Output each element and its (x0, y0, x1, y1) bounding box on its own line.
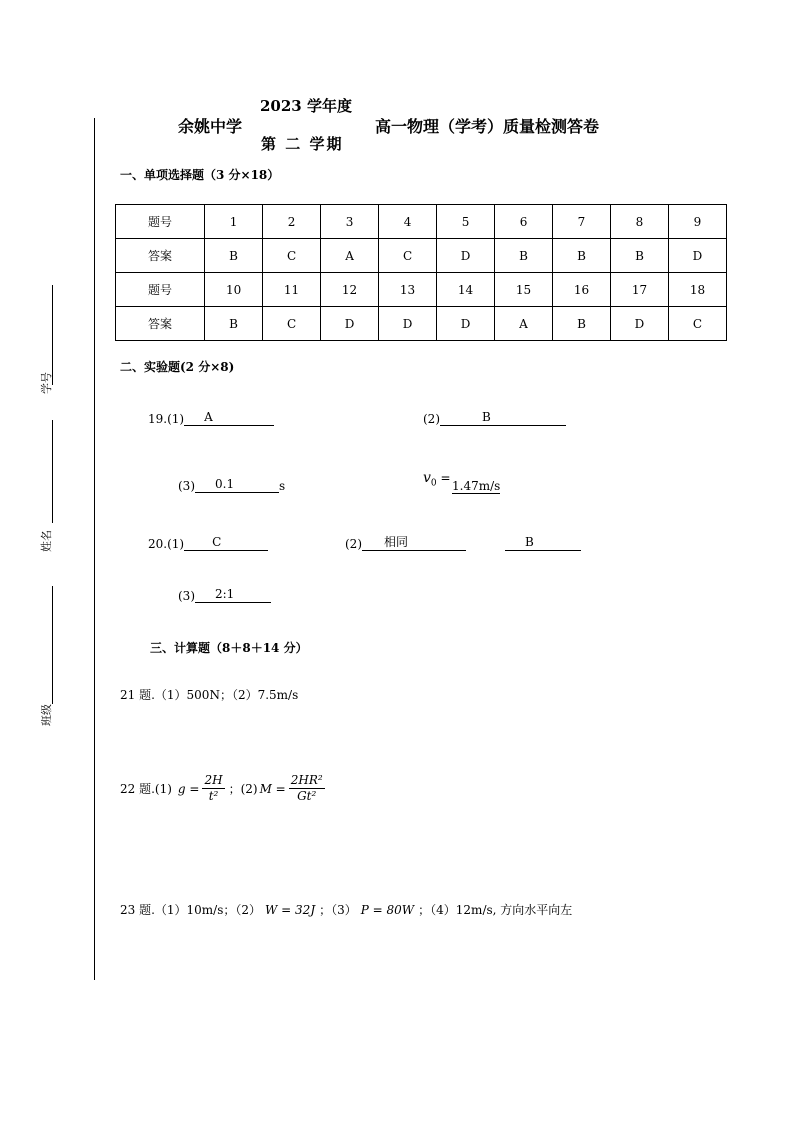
q20-2b-answer-line (505, 535, 581, 551)
exam-term: 第 二 学期 (261, 135, 344, 153)
school-name: 余姚中学 (178, 117, 243, 136)
section2-heading: 二、实验题(2 分×8) (120, 360, 235, 374)
q20-2-answer-line (362, 535, 466, 551)
q23-part2: ；（3） (319, 903, 357, 917)
q20-1-label: 20.(1) (148, 537, 185, 551)
student-id-label: 学号 (40, 372, 53, 394)
name-line (52, 420, 53, 523)
q19-2 (423, 410, 566, 426)
q23-answer (120, 901, 572, 918)
q20-2-label: (2) (345, 537, 362, 551)
q19-2-answer-line (440, 410, 566, 426)
q19-v0-answer: 1.47m/s (452, 479, 501, 493)
q22-m-eq: M = (259, 781, 286, 796)
q23-part1: 23 题.（1）10m/s；（2） (120, 903, 262, 917)
q20-1-answer-line (184, 535, 268, 551)
q22-answer (120, 773, 325, 804)
mcq-row-label: 题号 (116, 273, 205, 307)
mcq-row (116, 205, 727, 239)
mcq-cell: D (437, 239, 495, 273)
mcq-cell: 11 (263, 273, 321, 307)
q20-3-answer-line (195, 587, 271, 603)
mcq-cell: B (495, 239, 553, 273)
section1-heading: 一、单项选择题（3 分×18） (120, 168, 280, 182)
q19-1 (148, 410, 274, 426)
mcq-cell: 13 (379, 273, 437, 307)
mcq-cell: D (437, 307, 495, 341)
class-line (52, 586, 53, 704)
q20-1-answer: C (212, 535, 222, 549)
mcq-cell: B (553, 239, 611, 273)
mcq-cell: 5 (437, 205, 495, 239)
q22-prefix: 22 题.(1) (120, 782, 172, 796)
binding-line (94, 118, 95, 980)
mcq-cell: A (321, 239, 379, 273)
q20-3 (178, 587, 271, 603)
mcq-cell: 6 (495, 205, 553, 239)
q23-work: W = 32J (265, 903, 316, 917)
v0-equals: = (436, 471, 451, 485)
mcq-cell: D (610, 307, 668, 341)
mcq-cell: D (321, 307, 379, 341)
q19-3-answer: 0.1 (215, 477, 235, 491)
q20-3-label: (3) (178, 589, 195, 603)
mcq-cell: 2 (263, 205, 321, 239)
mcq-cell: B (205, 239, 263, 273)
q19-3-unit: s (279, 479, 286, 493)
class-label: 班级 (40, 704, 53, 726)
q19-1-label: 19.(1) (148, 412, 185, 426)
q21-answer: 21 题.（1）500N；（2）7.5m/s (120, 688, 299, 702)
mcq-cell: 1 (205, 205, 263, 239)
mcq-row (116, 307, 727, 341)
mcq-cell: C (668, 307, 726, 341)
mcq-cell: 7 (553, 205, 611, 239)
q19-2-label: (2) (423, 412, 440, 426)
exam-title: 高一物理（学考）质量检测答卷 (375, 117, 600, 136)
q19-1-answer-line (184, 410, 274, 426)
mcq-cell: C (263, 307, 321, 341)
mcq-row (116, 273, 727, 307)
mcq-cell: B (205, 307, 263, 341)
mcq-row-label: 答案 (116, 239, 205, 273)
mcq-cell: 3 (321, 205, 379, 239)
q19-1-answer: A (204, 410, 213, 424)
mcq-cell: D (668, 239, 726, 273)
q23-part3: ；（4）12m/s, 方向水平向左 (418, 903, 573, 917)
v0-symbol: v (423, 470, 431, 486)
v0-subscript: 0 (430, 478, 437, 489)
q22-m-fraction (289, 773, 325, 804)
mcq-cell: 16 (553, 273, 611, 307)
mcq-cell: 4 (379, 205, 437, 239)
mcq-cell: 10 (205, 273, 263, 307)
q22-mid: ；(2) (228, 782, 258, 796)
mcq-cell: B (553, 307, 611, 341)
mcq-cell: 18 (668, 273, 726, 307)
mcq-cell: 9 (668, 205, 726, 239)
name-label: 姓名 (40, 530, 53, 552)
q20-1 (148, 535, 268, 551)
mcq-row-label: 答案 (116, 307, 205, 341)
q20-2b (505, 535, 581, 551)
q19-3-answer-line (195, 477, 279, 493)
student-id-line (52, 285, 53, 385)
q23-power: P = 80W (360, 903, 415, 917)
q22-g-numerator: 2H (204, 773, 223, 787)
mcq-cell: 12 (321, 273, 379, 307)
q20-3-answer: 2:1 (215, 587, 235, 601)
q20-2 (345, 535, 466, 551)
q19-v0 (423, 470, 451, 488)
q20-2b-answer: B (525, 535, 534, 549)
q22-g-fraction (202, 773, 224, 804)
q19-3-label: (3) (178, 479, 195, 493)
q20-2-answer: 相同 (384, 535, 409, 549)
mcq-answer-table (115, 204, 727, 341)
mcq-row (116, 239, 727, 273)
q22-m-numerator: 2HR² (290, 773, 323, 787)
q19-3 (178, 477, 285, 493)
mcq-cell: 15 (495, 273, 553, 307)
mcq-cell: A (495, 307, 553, 341)
mcq-cell: 17 (610, 273, 668, 307)
mcq-cell: C (263, 239, 321, 273)
mcq-cell: D (379, 307, 437, 341)
section3-heading: 三、计算题（8＋8＋14 分） (150, 641, 308, 655)
exam-year: 2023 学年度 (260, 97, 352, 115)
mcq-cell: 8 (610, 205, 668, 239)
mcq-cell: 14 (437, 273, 495, 307)
q22-g-eq: g = (177, 781, 200, 796)
q22-g-denominator: t² (208, 789, 219, 803)
mcq-row-label: 题号 (116, 205, 205, 239)
q19-2-answer: B (482, 410, 491, 424)
mcq-cell: B (610, 239, 668, 273)
q22-m-denominator: Gt² (297, 789, 317, 803)
mcq-cell: C (379, 239, 437, 273)
